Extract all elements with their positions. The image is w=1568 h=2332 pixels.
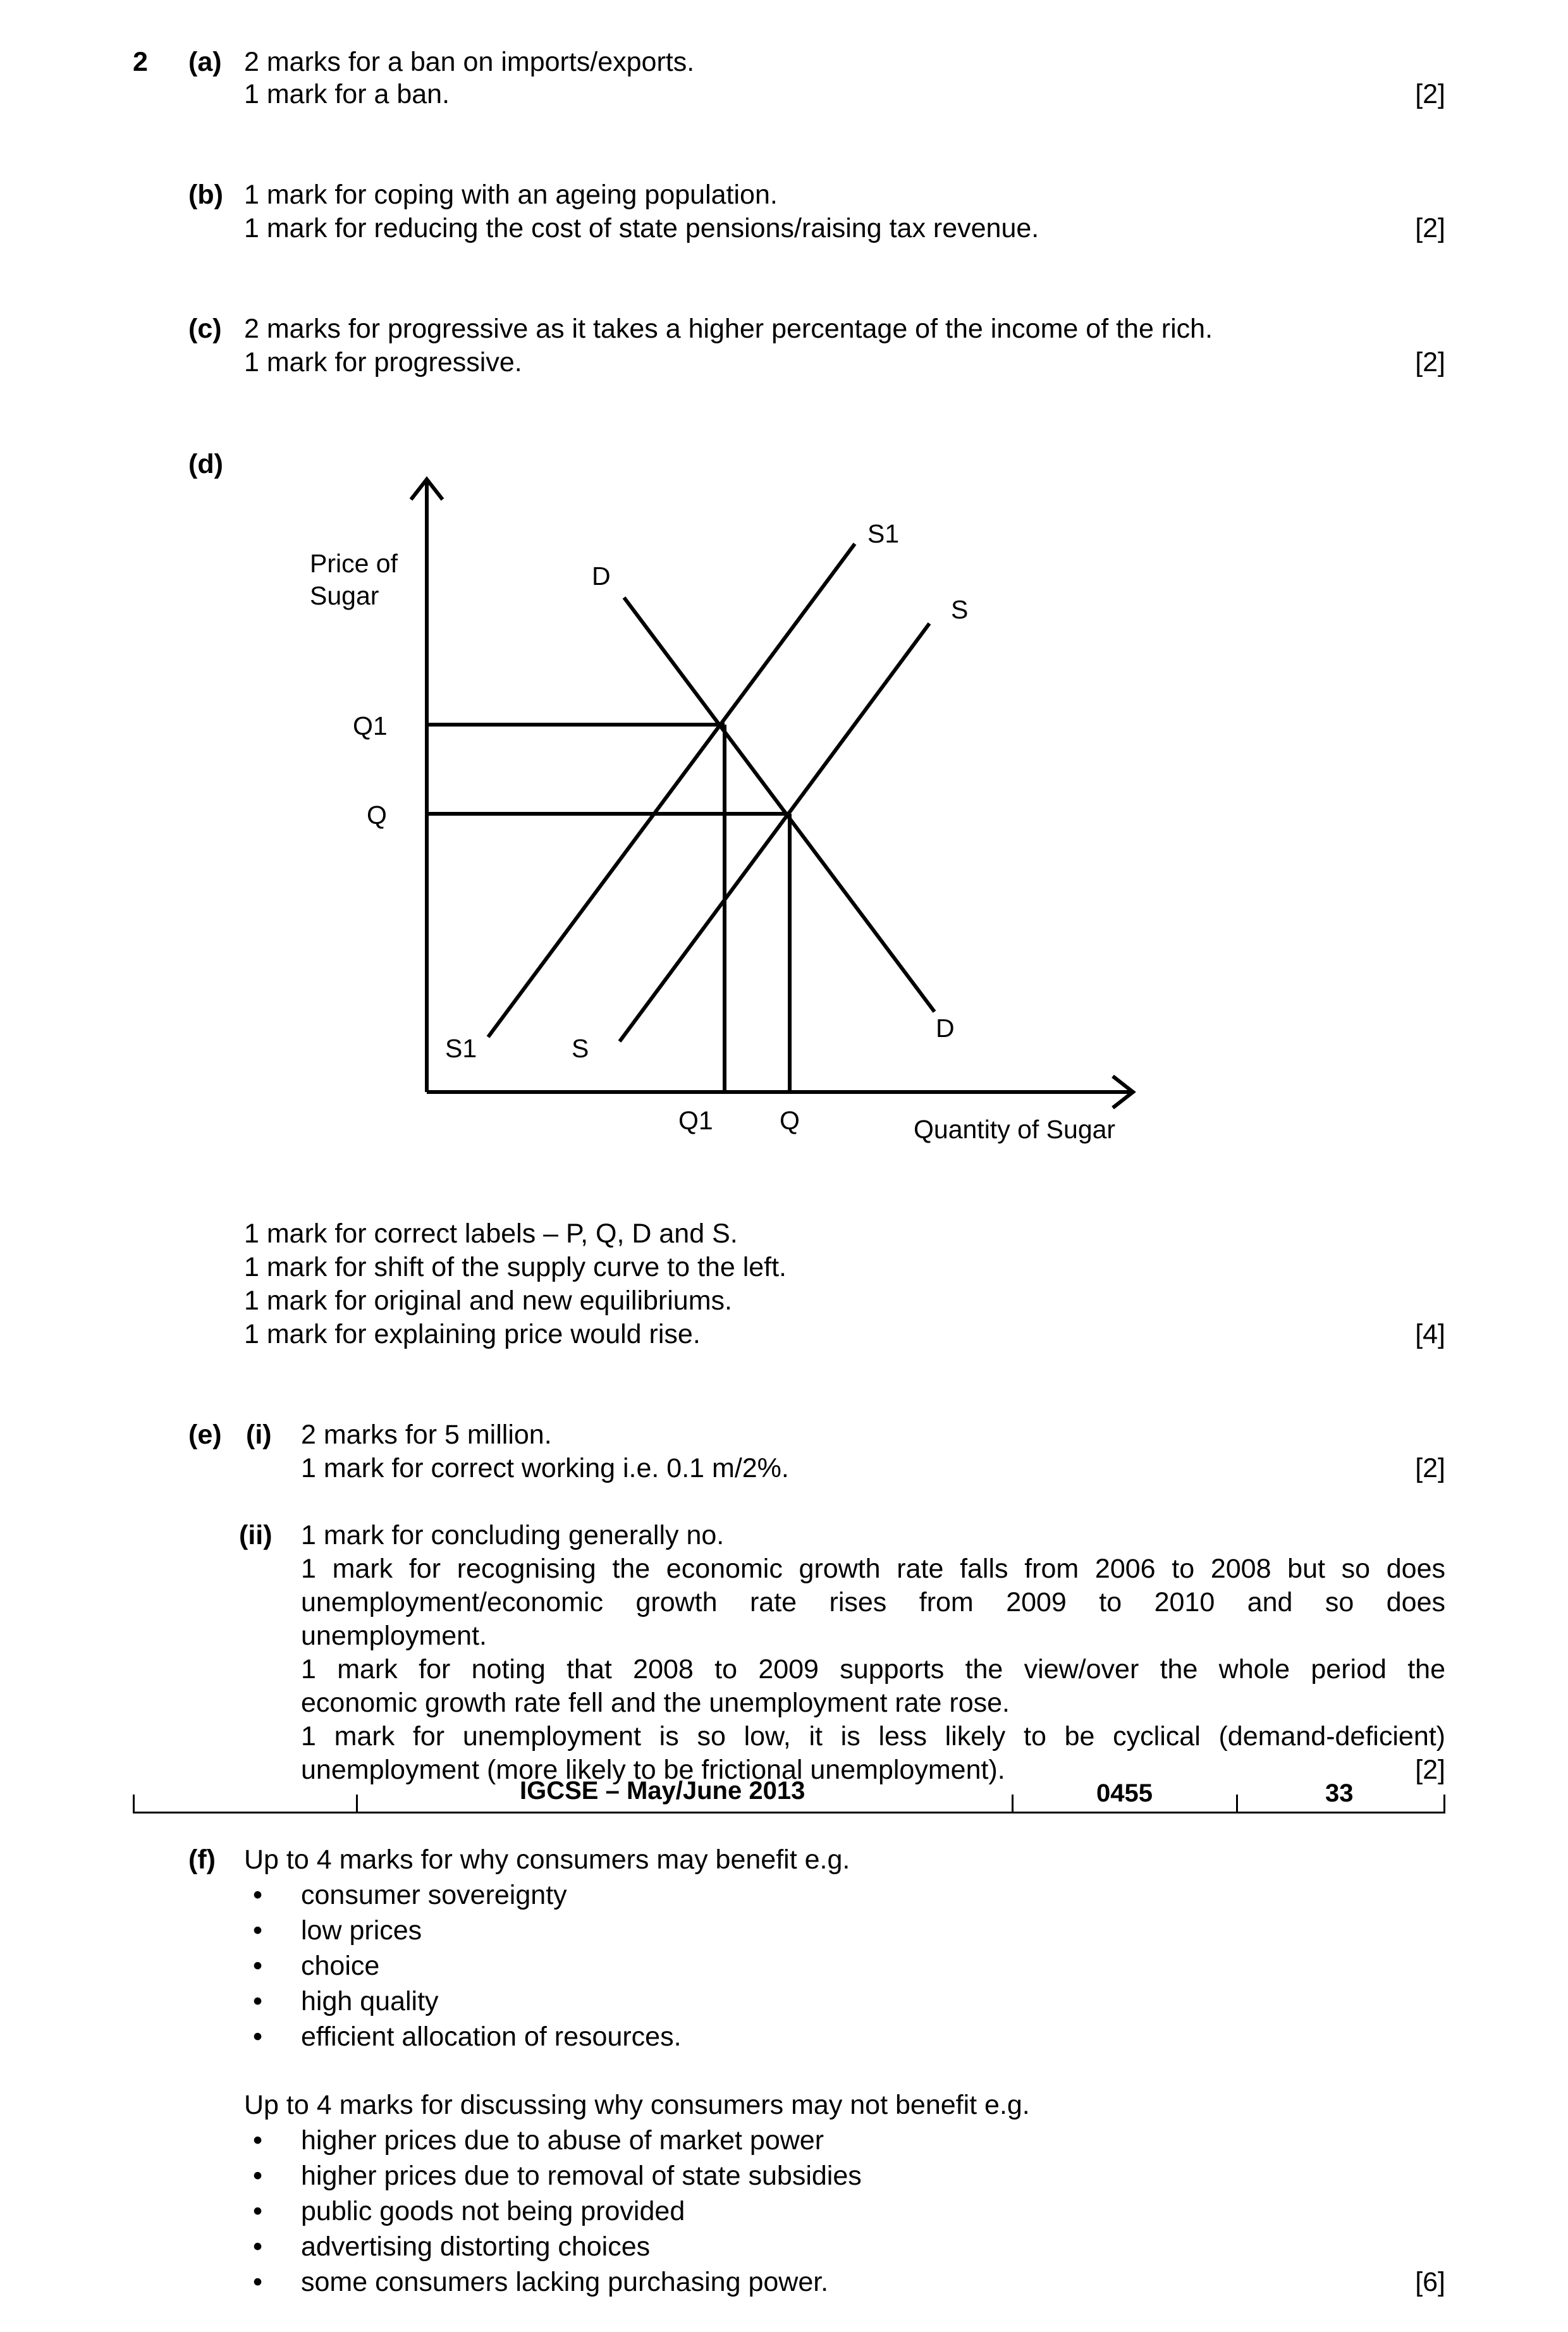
demand-curve-d — [624, 598, 934, 1012]
part-d-marks: [4] — [1415, 1319, 1445, 1349]
not-benefit-item: advertising distorting choices — [301, 2231, 651, 2262]
footer-divider-right — [1443, 1795, 1445, 1813]
part-c-line-2: 1 mark for progressive. — [244, 347, 522, 377]
part-d-label: (d) — [188, 449, 223, 479]
qty-label-q1: Q1 — [678, 1106, 713, 1135]
part-b-label: (b) — [188, 180, 223, 210]
footer-divider-3 — [1236, 1795, 1238, 1813]
part-d-line-3: 1 mark for original and new equilibriums. — [244, 1286, 732, 1316]
bullet-icon: • — [253, 1951, 263, 1981]
part-e-i-line-1: 2 marks for 5 million. — [301, 1420, 552, 1450]
footer-divider-left — [133, 1795, 135, 1813]
part-b-line-2: 1 mark for reducing the cost of state pensions/raising tax revenue. — [244, 213, 1039, 243]
part-e-i-line-2: 1 mark for correct working i.e. 0.1 m/2%. — [301, 1453, 789, 1483]
part-e-i-label: (i) — [246, 1420, 272, 1450]
part-f-marks: [6] — [1415, 2267, 1445, 2297]
x-axis-label: Quantity of Sugar — [914, 1115, 1116, 1144]
not-benefit-item: higher prices due to removal of state subsidies — [301, 2161, 862, 2191]
part-d-line-4: 1 mark for explaining price would rise. — [244, 1319, 701, 1349]
bullet-icon: • — [253, 1986, 263, 2016]
part-a-line-2: 1 mark for a ban. — [244, 79, 450, 109]
part-c-label: (c) — [188, 314, 222, 344]
part-f-intro-2: Up to 4 marks for discussing why consumers may not benefit e.g. — [244, 2090, 1030, 2120]
part-e-ii-line-4: unemployment. — [301, 1621, 487, 1651]
footer-code: 0455 — [1096, 1779, 1153, 1807]
bullet-icon: • — [253, 1880, 263, 1910]
part-e-ii-line-7: 1 mark for unemployment is so low, it is less likely to be cyclical (demand-deficient) — [301, 1721, 1445, 1752]
part-f-intro-1: Up to 4 marks for why consumers may benefit e.g. — [244, 1844, 850, 1875]
part-e-i-marks: [2] — [1415, 1453, 1445, 1483]
part-e-ii-line-3: unemployment/economic growth rate rises from 2009 to 2010 and so does — [301, 1587, 1445, 1617]
footer-rule — [133, 1812, 1445, 1813]
part-e-ii-line-5: 1 mark for noting that 2008 to 2009 supports the view/over the whole period the — [301, 1654, 1445, 1685]
footer-exam: IGCSE – May/June 2013 — [520, 1777, 805, 1805]
part-e-ii-label: (ii) — [239, 1520, 273, 1550]
bullet-icon: • — [253, 2267, 263, 2297]
bullet-icon: • — [253, 2231, 263, 2262]
not-benefit-item: some consumers lacking purchasing power. — [301, 2267, 829, 2297]
d-bottom-label: D — [936, 1014, 955, 1043]
footer-paper: 33 — [1325, 1779, 1354, 1807]
y-axis-label-1: Price of — [310, 549, 398, 578]
benefit-item: efficient allocation of resources. — [301, 2022, 682, 2052]
not-benefit-item: higher prices due to abuse of market power — [301, 2125, 824, 2156]
part-d-line-2: 1 mark for shift of the supply curve to the left. — [244, 1252, 787, 1282]
part-b-marks: [2] — [1415, 213, 1445, 243]
s1-bottom-label: S1 — [445, 1034, 477, 1063]
question-number: 2 — [133, 47, 148, 77]
part-b-line-1: 1 mark for coping with an ageing population. — [244, 180, 778, 210]
part-e-ii-line-8: unemployment (more likely to be frictional unemployment). — [301, 1755, 1005, 1785]
benefit-item: choice — [301, 1951, 380, 1981]
bullet-icon: • — [253, 2022, 263, 2052]
part-e-label: (e) — [188, 1420, 222, 1450]
s1-top-label: S1 — [867, 519, 900, 548]
part-d-line-1: 1 mark for correct labels – P, Q, D and S. — [244, 1218, 738, 1249]
bullet-icon: • — [253, 2161, 263, 2191]
footer-divider-1 — [356, 1795, 358, 1813]
footer-divider-2 — [1012, 1795, 1014, 1813]
s-top-label: S — [951, 595, 969, 624]
part-a-label: (a) — [188, 47, 222, 77]
part-e-ii-line-1: 1 mark for concluding generally no. — [301, 1520, 725, 1550]
qty-label-q: Q — [780, 1106, 800, 1135]
price-label-q1: Q1 — [353, 711, 388, 740]
benefit-item: low prices — [301, 1915, 422, 1946]
price-label-q: Q — [367, 801, 387, 830]
bullet-icon: • — [253, 2196, 263, 2226]
part-e-ii-line-6: economic growth rate fell and the unemployment rate rose. — [301, 1688, 1010, 1718]
part-f-label: (f) — [188, 1844, 216, 1875]
supply-curve-s — [620, 623, 929, 1041]
part-a-line-1: 2 marks for a ban on imports/exports. — [244, 47, 695, 77]
part-e-ii-line-2: 1 mark for recognising the economic growth rate falls from 2006 to 2008 but so does — [301, 1554, 1445, 1584]
y-axis-label-2: Sugar — [310, 581, 379, 610]
not-benefit-item: public goods not being provided — [301, 2196, 685, 2226]
bullet-icon: • — [253, 1915, 263, 1946]
bullet-icon: • — [253, 2125, 263, 2156]
part-c-line-1: 2 marks for progressive as it takes a higher percentage of the income of the rich. — [244, 314, 1213, 344]
s-bottom-label: S — [572, 1034, 589, 1063]
supply-curve-s1 — [488, 544, 855, 1037]
part-a-marks: [2] — [1415, 79, 1445, 109]
benefit-item: high quality — [301, 1986, 439, 2016]
benefit-item: consumer sovereignty — [301, 1880, 567, 1910]
d-top-label: D — [592, 562, 611, 591]
part-c-marks: [2] — [1415, 347, 1445, 377]
part-e-ii-marks: [2] — [1415, 1755, 1445, 1785]
